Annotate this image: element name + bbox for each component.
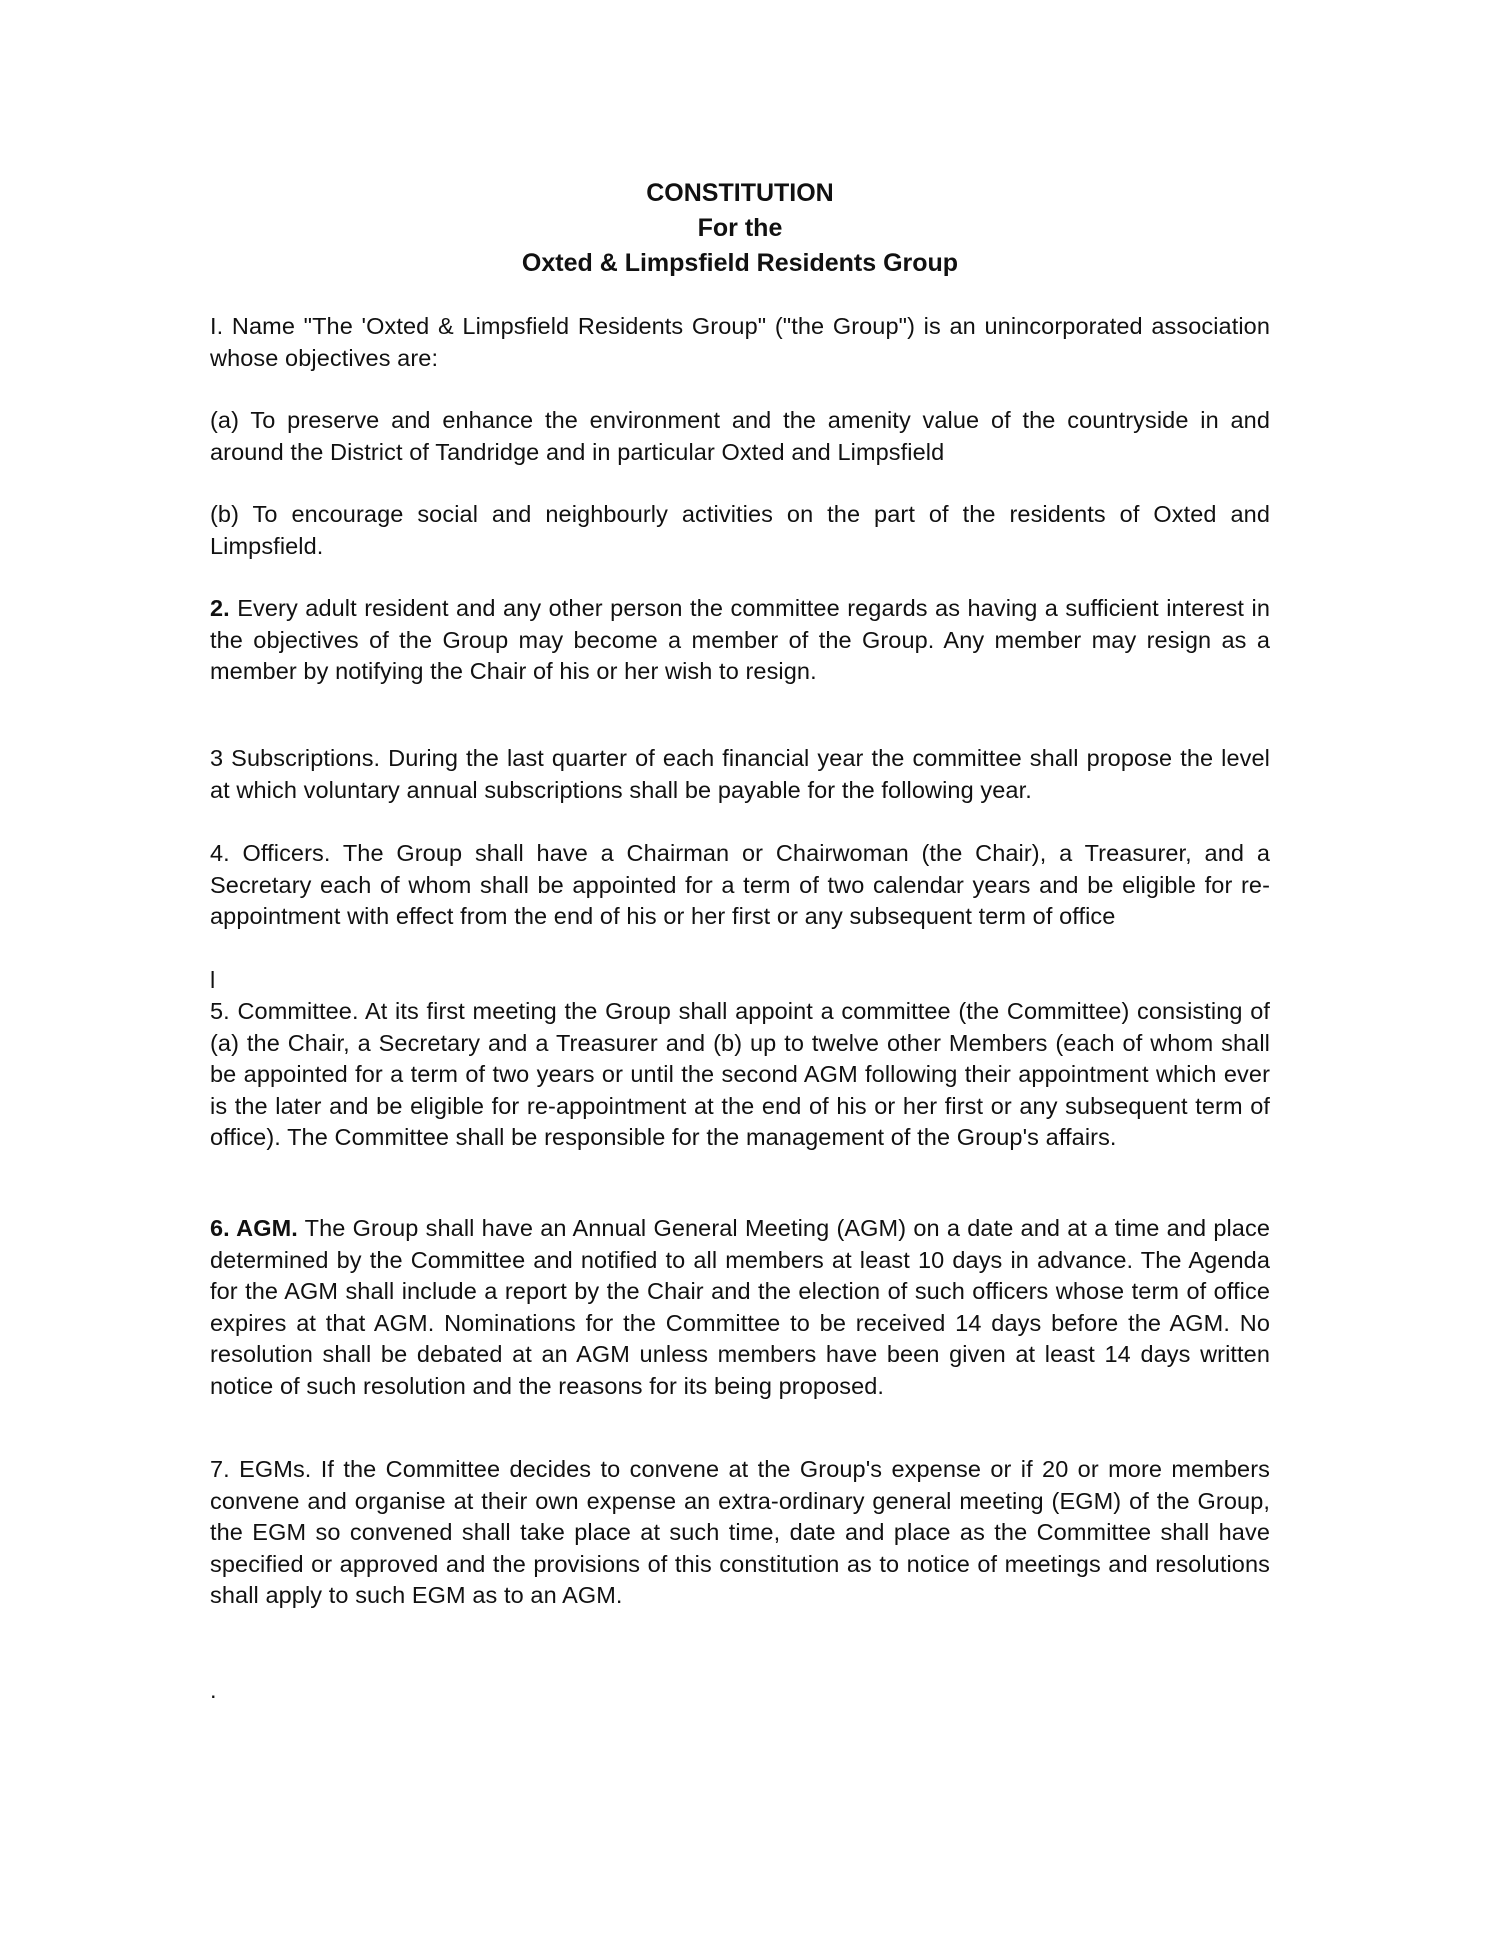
section-name: I. Name "The 'Oxted & Limpsfield Residents Group" ("the Group") is an unincorporated association whose objectives are: — [210, 313, 1270, 371]
section-agm — [210, 1213, 1270, 1402]
section-subscriptions: 3 Subscriptions. During the last quarter of each financial year the committee shall propose the level at which voluntary annual subscriptions shall be payable for the following year. — [210, 745, 1270, 803]
objective-b: (b) To encourage social and neighbourly activities on the part of the residents of Oxted and Limpsfield. — [210, 501, 1270, 559]
document-title-block — [210, 176, 1270, 281]
title-line-3: Oxted & Limpsfield Residents Group — [521, 249, 959, 277]
objective-a: (a) To preserve and enhance the environment and the amenity value of the countryside in and around the District of Tandridge and in particular Oxted and Limpsfield — [210, 407, 1270, 465]
title-line-1: CONSTITUTION — [646, 179, 834, 207]
section-officers: 4. Officers. The Group shall have a Chairman or Chairwoman (the Chair), a Treasurer, and a Secretary each of whom shall be appointed for a term of two calendar years and be eligible for re-appointment with effect from the end of his or her first or any subsequent term of office — [210, 840, 1270, 929]
section-committee: 5. Committee. At its first meeting the Group shall appoint a committee (the Committee) consisting of (a) the Chair, a Secretary and a Treasurer and (b) up to twelve other Members (each of whom shall be appointed for a term of two years or until the second AGM following their appointment which ever is the later and be eligible for re-appointment at the end of his or her first or any subsequent term of office). The Committee shall be responsible for the management of the Group's affairs. — [210, 998, 1270, 1150]
section-membership — [210, 593, 1270, 688]
membership-number: 2. — [210, 595, 230, 621]
membership-text: Every adult resident and any other person the committee regards as having a sufficient interest in the objectives of the Group may become a member of the Group. Any member may resign as a member by notifying the Chair of his or her wish to resign. — [210, 595, 1270, 684]
agm-heading: 6. AGM. — [210, 1215, 298, 1241]
stray-mark: l — [210, 967, 216, 993]
agm-text: The Group shall have an Annual General Meeting (AGM) on a date and at a time and place determined by the Committee and notified to all members at least 10 days in advance. The Agenda for the AGM shall include a report by the Chair and the election of such officers whose term of office expires at that AGM. Nominations for the Committee to be received 14 days before the AGM. No resolution shall be debated at an AGM unless members have been given at least 14 days written notice of such resolution and the reasons for its being proposed. — [210, 1215, 1270, 1399]
section-egms: 7. EGMs. If the Committee decides to convene at the Group's expense or if 20 or more members convene and organise at their own expense an extra-ordinary general meeting (EGM) of the Group, the EGM so convened shall take place at such time, date and place as the Committee shall have specified or approved and the provisions of this constitution as to notice of meetings and resolutions shall apply to such EGM as to an AGM. — [210, 1456, 1270, 1608]
title-line-2: For the — [697, 214, 783, 242]
trailing-dot: . — [210, 1677, 217, 1703]
